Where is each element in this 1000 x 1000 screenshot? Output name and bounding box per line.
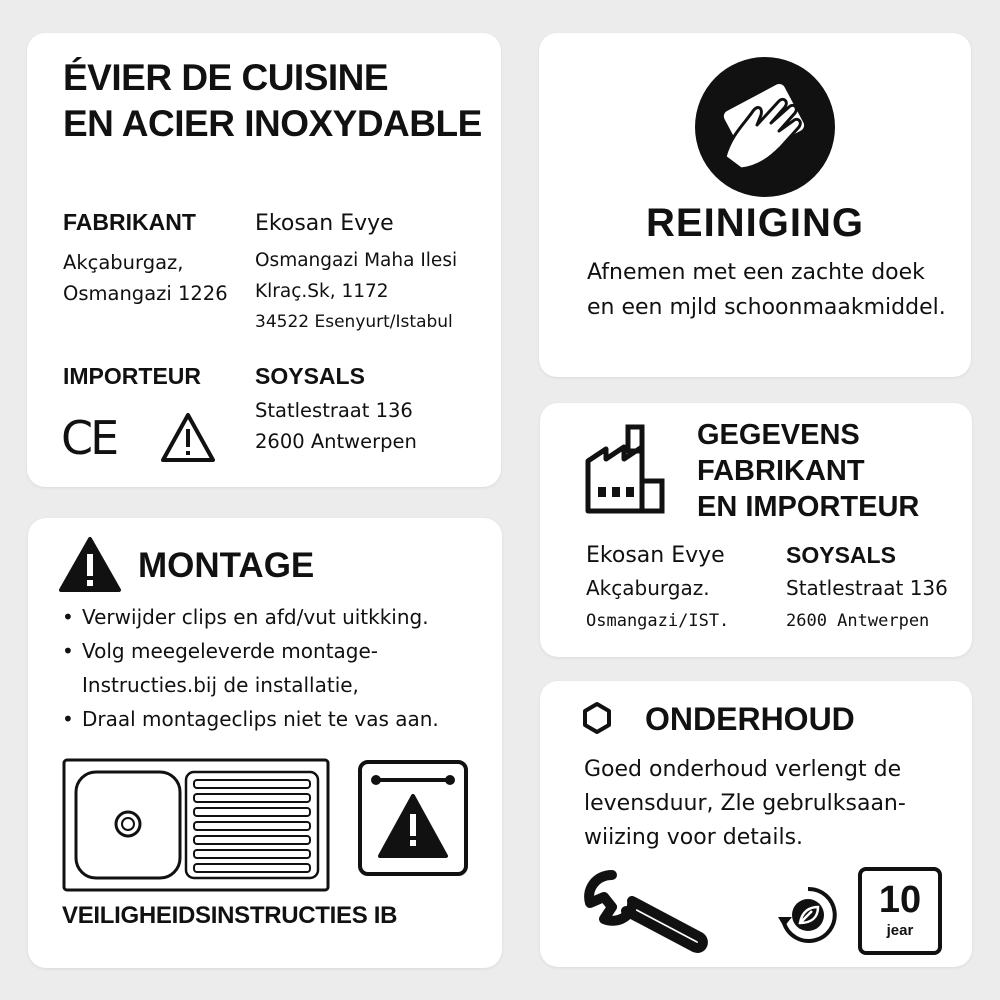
assembly-title: MONTAGE	[138, 546, 315, 585]
warning-triangle-filled-icon	[58, 536, 122, 594]
list-item: • Volg meegeleverde montage-Instructies.bij de installatie,	[62, 634, 422, 702]
importer-address: Statlestraat 136 2600 Antwerpen	[255, 399, 417, 453]
manufacturer-label: FABRIKANT	[63, 209, 196, 235]
list-item: • Verwijder clips en afd/vut uitkking.	[62, 600, 439, 634]
maintenance-text: Goed onderhoud verlengt de levensduur, Zle gebrulksaan-wiizing voor details.	[584, 757, 906, 850]
assembly-instructions-list	[62, 600, 439, 736]
cleaning-title: REINIGING	[646, 201, 864, 245]
cleaning-card	[539, 33, 971, 377]
product-title: ÉVIER DE CUISINE EN ACIER INOXYDABLE	[63, 57, 482, 144]
product-label-card	[27, 33, 501, 487]
cleaning-text: Afnemen met een zachte doek en een mjld schoonmaakmiddel.	[587, 260, 946, 320]
manufacturer-importer-card	[540, 403, 972, 657]
importer-label: IMPORTEUR	[63, 363, 201, 389]
importer-name: SOYSALS	[255, 363, 365, 389]
ce-mark-icon: CE	[61, 411, 117, 465]
warranty-unit: jear	[886, 922, 914, 939]
sink-diagram-icon	[62, 758, 330, 892]
manufacturer-name: Ekosan Evye	[255, 211, 394, 236]
recycle-leaf-icon	[776, 883, 840, 947]
importer-details: SOYSALS Statlestraat 136 2600 Antwerpen	[786, 542, 948, 631]
maintenance-card	[540, 681, 972, 967]
mounting-warning-icon	[358, 760, 468, 876]
hexagon-icon	[582, 701, 612, 735]
manufacturer-address: Osmangazi Maha Ilesi Klraç.Sk, 1172 34522 Esenyurt/Istabul	[255, 250, 458, 332]
safety-instructions-footer: VEILIGHEIDSINSTRUCTIES IB	[62, 902, 398, 929]
warning-triangle-icon	[159, 411, 217, 465]
assembly-card	[28, 518, 502, 968]
manufacturer-left-address: Akçaburgaz, Osmangazi 1226	[63, 251, 228, 305]
factory-icon	[584, 421, 666, 515]
wrench-icon	[582, 867, 712, 957]
warranty-badge	[858, 867, 942, 955]
details-title: GEGEVENS FABRIKANT EN IMPORTEUR	[697, 419, 920, 523]
list-item: • Draal montageclips niet te vas aan.	[62, 702, 439, 736]
hand-wipe-icon	[695, 57, 835, 197]
manufacturer-details: Ekosan Evye Akçaburgaz. Osmangazi/IST.	[586, 543, 730, 631]
maintenance-title: ONDERHOUD	[645, 701, 855, 737]
warranty-years: 10	[878, 879, 922, 921]
